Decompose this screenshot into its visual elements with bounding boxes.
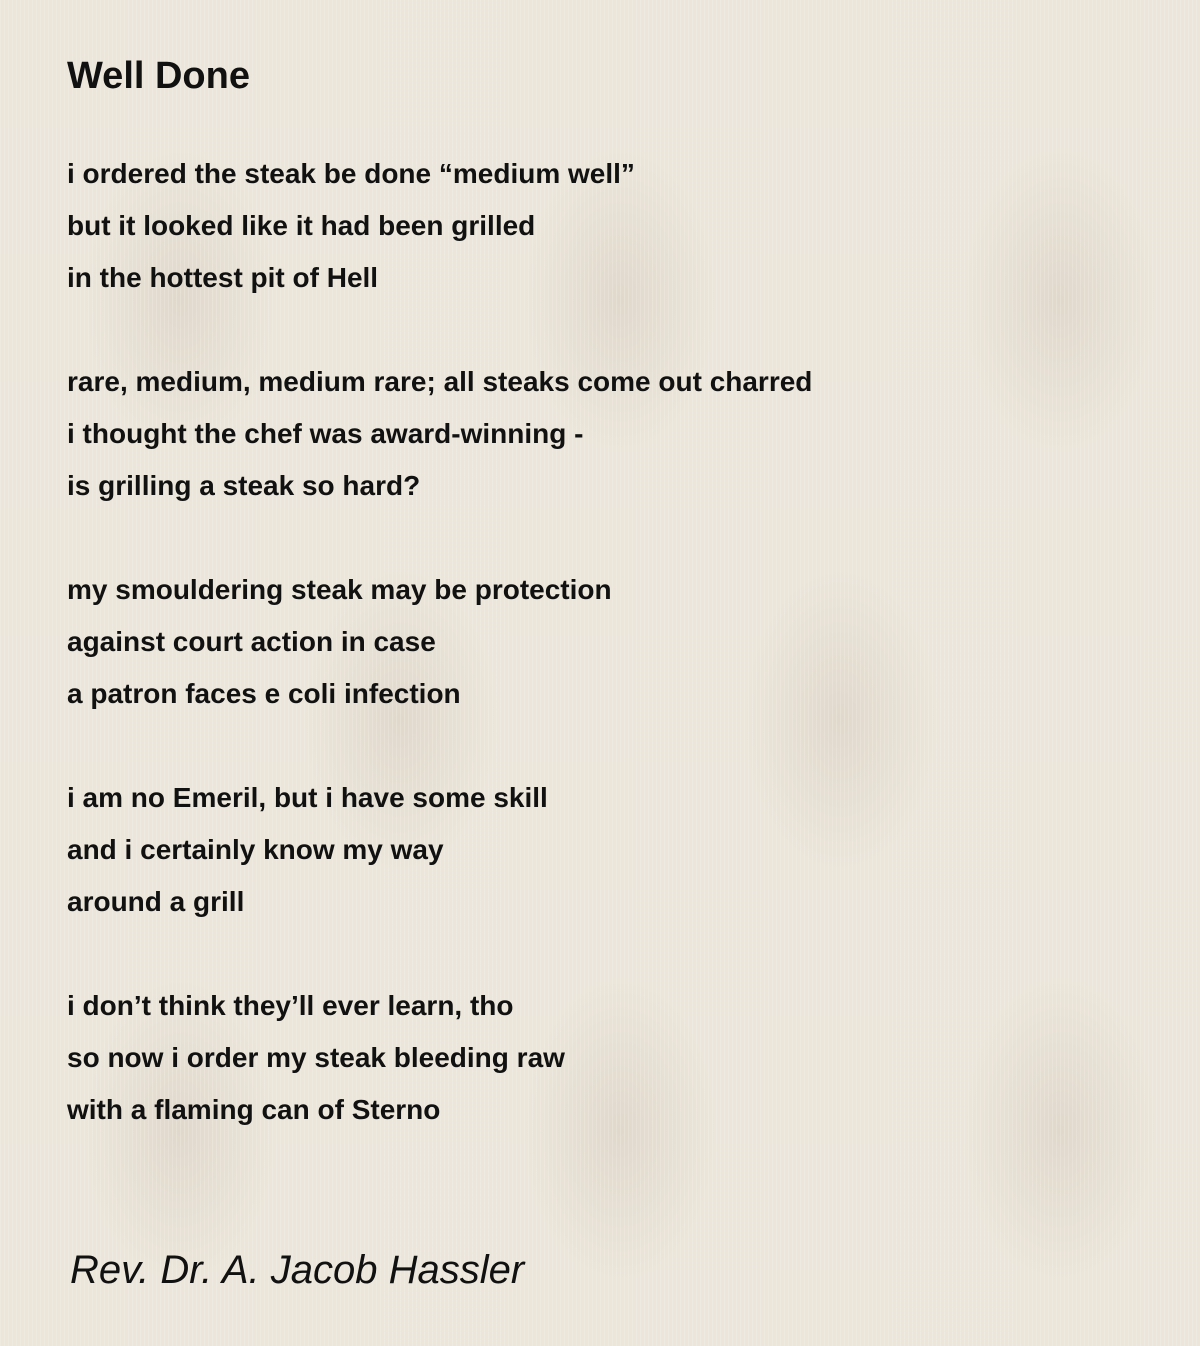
stanza-3	[67, 564, 812, 720]
poem-body	[67, 148, 812, 1188]
poem-line: but it looked like it had been grilled	[67, 210, 536, 241]
poem-line: with a flaming can of Sterno	[67, 1094, 441, 1125]
stanza-5	[67, 980, 812, 1136]
poem-line: i thought the chef was award-winning -	[67, 418, 584, 449]
poem-line: i ordered the steak be done “medium well”	[67, 158, 635, 189]
poem-line: i am no Emeril, but i have some skill	[67, 782, 548, 813]
poem-line: my smouldering steak may be protection	[67, 574, 612, 605]
poem-line: rare, medium, medium rare; all steaks come out charred	[67, 366, 813, 397]
poem-title: Well Done	[67, 55, 250, 97]
stanza-2	[67, 356, 812, 512]
poem-line: and i certainly know my way	[67, 834, 444, 865]
poem-line: so now i order my steak bleeding raw	[67, 1042, 565, 1073]
poem-line: a patron faces e coli infection	[67, 678, 461, 709]
stanza-1	[67, 148, 812, 304]
poem-line: against court action in case	[67, 626, 436, 657]
poem-line: i don’t think they’ll ever learn, tho	[67, 990, 514, 1021]
poem-line: is grilling a steak so hard?	[67, 470, 421, 501]
poem-line: in the hottest pit of Hell	[67, 262, 379, 293]
poem-page	[67, 0, 1147, 1346]
stanza-4	[67, 772, 812, 928]
poem-author: Rev. Dr. A. Jacob Hassler	[70, 1248, 525, 1292]
poem-line: around a grill	[67, 886, 245, 917]
